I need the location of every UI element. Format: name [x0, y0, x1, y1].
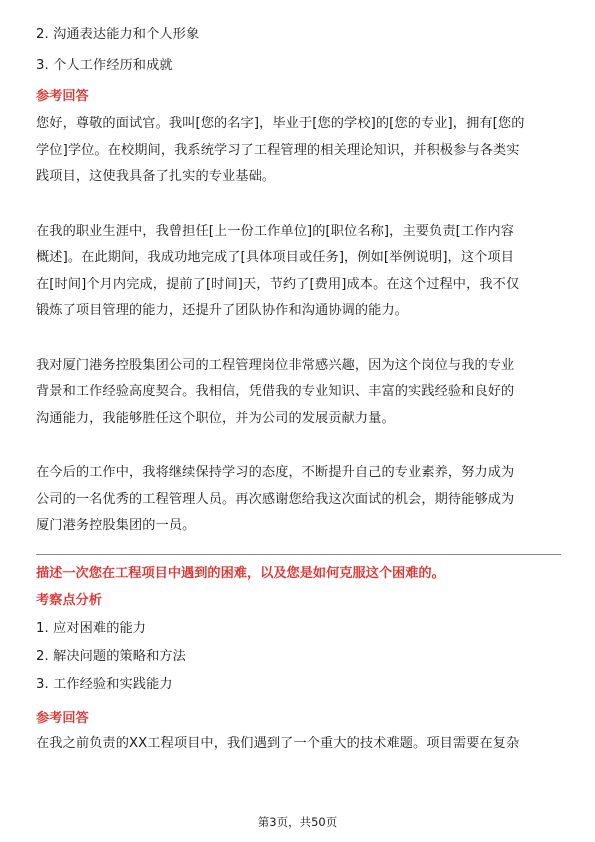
paragraph-line: 践项目，这使我具备了扎实的专业基础。	[36, 169, 276, 184]
answer-paragraph	[36, 111, 561, 191]
question-title: 描述一次您在工程项目中遇到的困难，以及您是如何克服这个困难的。	[36, 565, 445, 581]
paragraph-line: 在今后的工作中，我将继续保持学习的态度，不断提升自己的专业素养，努力成为	[36, 465, 515, 480]
paragraph-line: 在[时间]个月内完成，提前了[时间]天，节约了[费用]成本。在这个过程中，我不仅	[36, 276, 520, 292]
section-interview-intro	[36, 22, 561, 540]
section-divider	[36, 554, 561, 555]
document-page	[36, 22, 561, 757]
list-item: 1. 应对困难的能力	[36, 620, 147, 636]
answer-paragraph	[36, 460, 561, 540]
paragraph-line: 沟通能力，我能够胜任这个职位，并为公司的发展贡献力量。	[36, 410, 395, 426]
answer-heading: 参考回答	[36, 710, 89, 726]
answer-paragraph	[36, 219, 561, 325]
paragraph-line: 在我的职业生涯中，我曾担任[上一份工作单位]的[职位名称]，主要负责[工作内容	[36, 223, 514, 239]
paragraph-line: 概述]。在此期间，我成功地完成了[具体项目或任务]，例如[举例说明]，这个项目	[36, 250, 514, 265]
paragraph-line: 公司的一名优秀的工程管理人员。再次感谢您给我这次面试的机会，期待能够成为	[36, 491, 515, 507]
paragraph-line: 锻炼了项目管理的能力，还提升了团队协作和沟通协调的能力。	[36, 303, 409, 318]
page-number: 第3页，共50页	[257, 815, 338, 829]
list-item: 3. 个人工作经历和成就	[36, 58, 173, 73]
analysis-heading: 考察点分析	[36, 592, 102, 608]
list-item: 2. 解决问题的策略和方法	[36, 648, 186, 664]
section-difficulty-question	[36, 563, 561, 757]
list-item: 2. 沟通表达能力和个人形象	[36, 27, 200, 42]
answer-heading: 参考回答	[36, 89, 89, 104]
paragraph-line: 我对厦门港务控股集团公司的工程管理岗位非常感兴趣，因为这个岗位与我的专业	[36, 357, 515, 373]
paragraph-line: 学位]学位。在校期间，我系统学习了工程管理的相关理论知识，并积极参与各类实	[36, 142, 520, 158]
paragraph-line: 在我之前负责的XX工程项目中，我们遇到了一个重大的技术难题。项目需要在复杂	[36, 735, 520, 751]
paragraph-line: 厦门港务控股集团的一员。	[36, 518, 196, 533]
paragraph-line: 背景和工作经验高度契合。我相信，凭借我的专业知识、丰富的实践经验和良好的	[36, 384, 515, 399]
answer-paragraph	[36, 353, 561, 433]
list-item: 3. 工作经验和实践能力	[36, 676, 173, 692]
paragraph-line: 您好，尊敬的面试官。我叫[您的名字]，毕业于[您的学校]的[您的专业]，拥有[您的	[36, 116, 525, 131]
